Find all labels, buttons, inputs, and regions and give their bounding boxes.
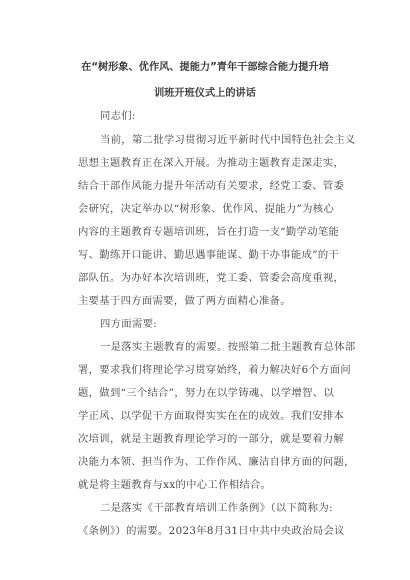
paragraph-line: 《条例》）的需要。2023年8月31日中共中央政治局会议 (78, 525, 345, 537)
paragraph-line: 决能力本领、担当作为、工作作风、廉洁自律方面的问题， (78, 456, 355, 468)
paragraph-line: 二是落实《干部教育培训工作条例》（以下简称为: (100, 502, 333, 514)
paragraph-line: 次培训，就是主题教育理论学习的一部分，就是要着力解 (78, 433, 345, 445)
paragraph-line: 部队伍。为办好本次培训班，党工委、管委会高度重视， (78, 272, 345, 284)
section-heading: 四方面需要: (100, 318, 158, 330)
document-title-line-2: 训班开班仪式上的讲话 (154, 88, 256, 99)
paragraph-line: 内容的主题教育专题培训班，旨在打造一支“勤学动笔能 (78, 226, 340, 238)
paragraph-line: 写、勤练开口能讲、勤思遇事能谋、勤干办事能成”的干 (78, 249, 340, 261)
paragraph-line: 学正风、以学促干方面取得实实在在的成效。我们安排本 (78, 410, 345, 422)
paragraph-line: 思想主题教育正在深入开展。为推动主题教育走深走实， (78, 157, 345, 169)
paragraph-line: 一是落实主题教育的需要。按照第二批主题教育总体部 (100, 341, 356, 353)
paragraph-line: 会研究，决定举办以“树形象、优作风、提能力”为核心 (78, 203, 335, 215)
paragraph-line: 结合干部作风能力提升年活动有关要求，经党工委、管委 (78, 180, 345, 192)
paragraph-line: 就是将主题教育与xx的中心工作相结合。 (78, 479, 272, 491)
paragraph-line: 当前，第二批学习贯彻习近平新时代中国特色社会主义 (100, 134, 356, 146)
salutation: 同志们: (100, 110, 136, 122)
paragraph-line: 主要基于四方面需要，做了两方面精心准备。 (78, 295, 291, 307)
paragraph-line: 署，要求我们将理论学习贯穿始终，着力解决好6个方面问 (78, 364, 352, 376)
paragraph-line: 题，做到“三个结合”，努力在以学铸魂、以学增智、以 (78, 387, 335, 399)
document-title-line-1: 在“树形象、优作风、提能力”青年干部综合能力提升培 (81, 62, 329, 73)
